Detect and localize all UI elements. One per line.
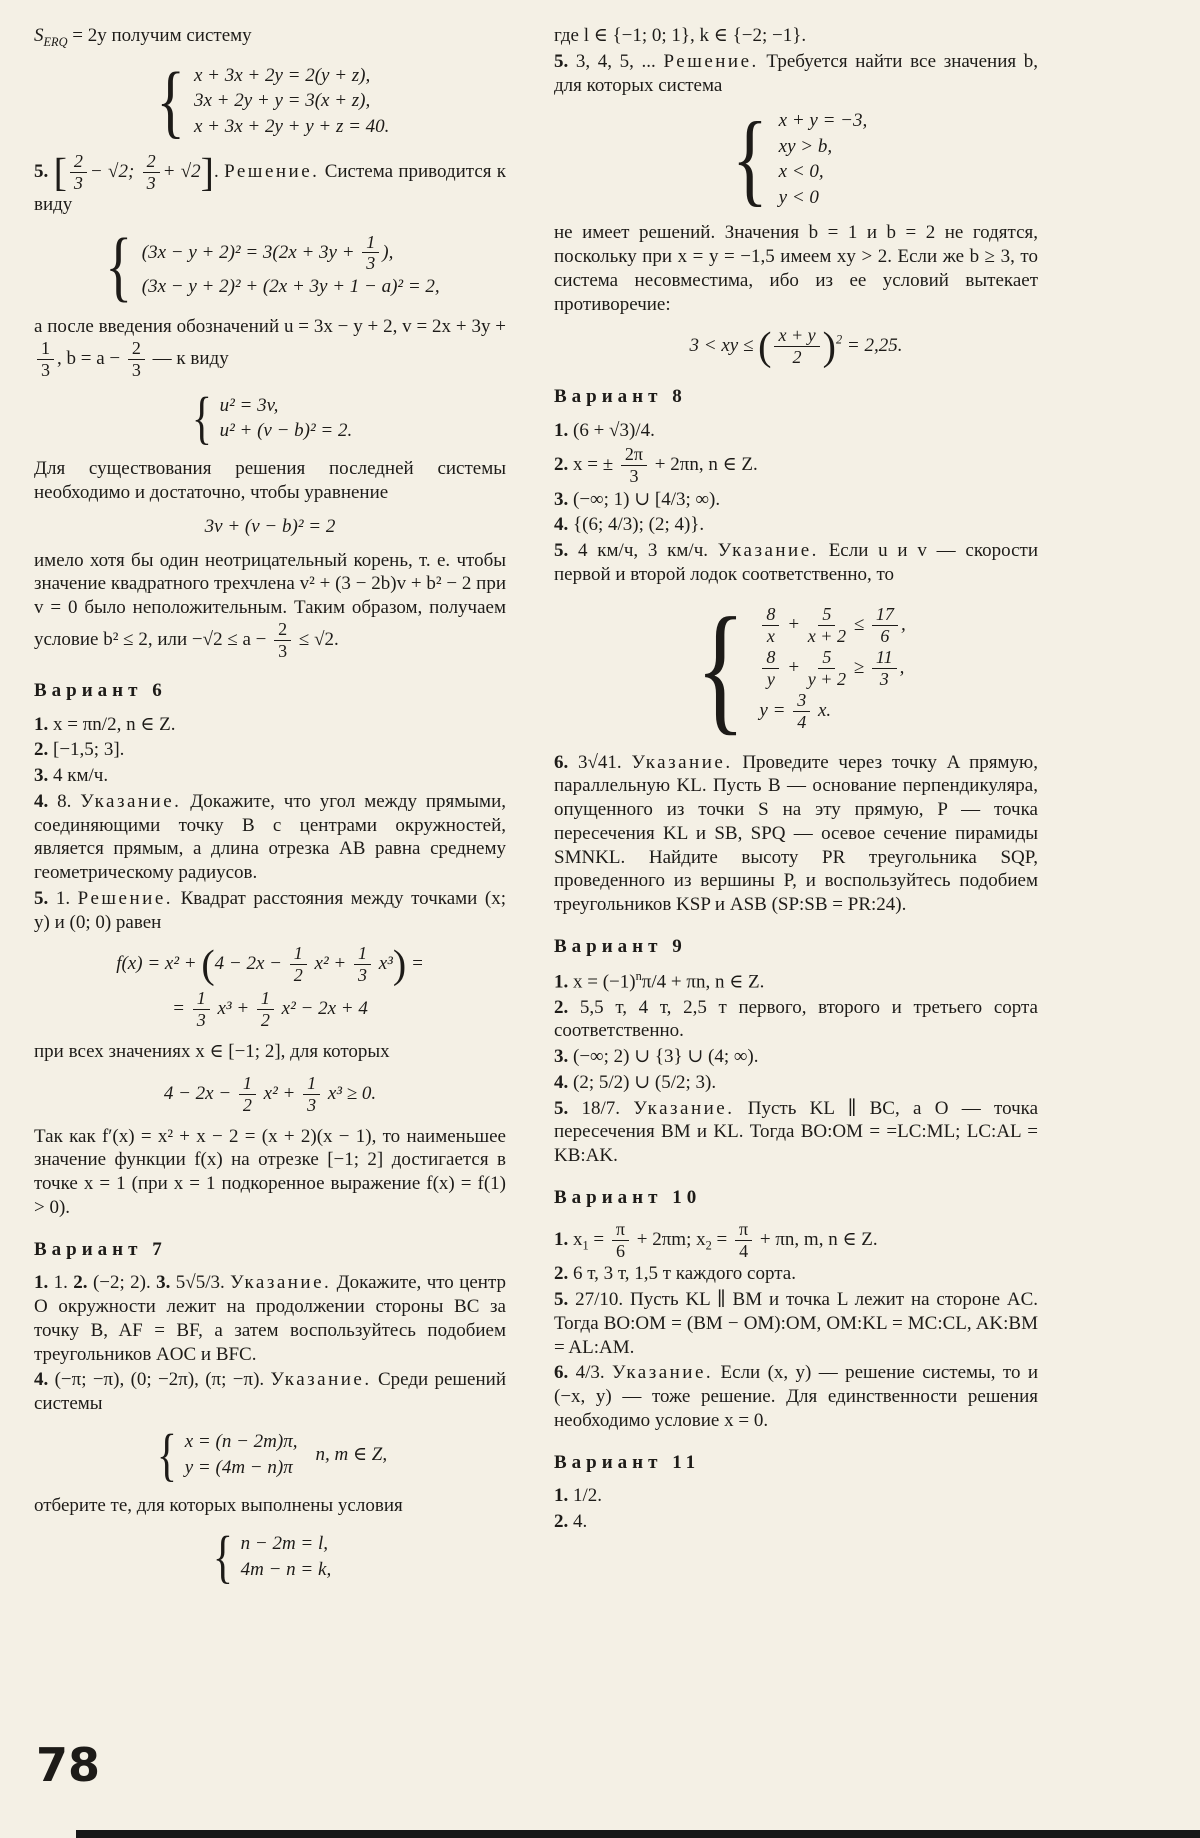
numerator: 11 — [872, 648, 897, 669]
paragraph — [34, 315, 506, 380]
answer-text: 4 км/ч. — [48, 765, 109, 787]
text-segment: x. — [813, 699, 832, 721]
brace-icon: { — [695, 588, 746, 748]
item-number: 1. — [34, 1272, 49, 1294]
display-formula — [34, 1074, 506, 1115]
text-segment: = 2,25. — [842, 335, 903, 357]
list-item — [554, 1262, 1038, 1286]
text-segment: — к виду — [147, 347, 229, 369]
item-number: 4. — [34, 1369, 49, 1391]
list-item — [554, 1220, 1038, 1261]
fraction — [793, 691, 810, 732]
text-segment: − √2; — [89, 161, 140, 183]
answer-text: 1. — [48, 1272, 74, 1294]
fraction — [239, 1074, 256, 1115]
text-segment: имело хотя бы один неотрицательный корень, т. е. чтобы значение квадратного трехчлена v² + (3 − 2b)v + b² − 2 при v = 0 было неположительным. Таким образом, получаем условие b² ≤ 2, или −√2 ≤ a − — [34, 549, 506, 650]
text-segment: x² − 2x + 4 — [276, 998, 368, 1020]
item-number: 2. — [554, 1511, 569, 1533]
text-segment: Если (x, y) — решение системы, то и (−x, y) — тоже решение. Для единственности решения необходимо условие x = 0. — [554, 1362, 1039, 1431]
paragraph: отберите те, для которых выполнены условия — [34, 1494, 403, 1516]
text-segment: Требуется найти все значения b, для которых система — [554, 50, 1038, 96]
item-number: 1. — [34, 713, 49, 735]
text-segment: x³ ≥ 0. — [323, 1082, 377, 1104]
list-item — [34, 764, 506, 788]
list-item — [34, 1271, 506, 1366]
system-lines — [194, 63, 389, 140]
fraction — [872, 648, 897, 689]
numerator: 2 — [128, 339, 145, 360]
fraction — [621, 445, 647, 486]
equation-system — [34, 221, 506, 309]
list-item — [554, 1510, 1038, 1534]
denominator: 4 — [797, 711, 807, 732]
denominator: 6 — [880, 626, 890, 647]
formula-line — [34, 989, 506, 1030]
numerator: 1 — [354, 944, 371, 965]
text-segment: Пусть KL ∥ BC, а O — точка пересечения BM и KL. Тогда BO:OM = =LC:ML; LC:AL = KB:AK. — [554, 1097, 1039, 1167]
system-lines — [220, 393, 353, 445]
item-number: 2. — [554, 453, 569, 475]
variant-9-heading: Вариант 9 — [554, 935, 687, 957]
equation-line: n − 2m = l, — [240, 1532, 329, 1554]
text-segment: y = — [759, 699, 791, 721]
brace-icon: { — [156, 1421, 177, 1487]
left-bracket: [ — [53, 149, 67, 195]
answer-text: x = ± — [568, 453, 618, 475]
answer-text: 4 км/ч, 3 км/ч. — [568, 540, 718, 561]
list-item — [554, 969, 1038, 994]
equation-line: xy > b, — [778, 135, 833, 157]
denominator: 3 — [131, 359, 141, 380]
variant-11-heading: Вариант 11 — [554, 1451, 701, 1473]
brace-icon: { — [212, 1523, 233, 1589]
text-segment: ≤ √2. — [294, 628, 339, 650]
text-segment: , b = a − — [57, 347, 125, 369]
text-segment: = 2y получим систему — [67, 25, 252, 46]
fraction — [274, 620, 291, 661]
numerator: 1 — [303, 1074, 320, 1095]
denominator: 3 — [629, 465, 639, 486]
denominator: 2 — [260, 1010, 270, 1031]
equation-line — [142, 232, 440, 275]
list-item — [554, 1071, 1038, 1095]
numerator: 2 — [274, 620, 291, 641]
numerator: 2 — [70, 152, 87, 173]
text-segment: . — [214, 161, 225, 183]
relation: ≤ — [848, 613, 869, 635]
scan-artifact-edge — [76, 1830, 1200, 1838]
spaced-word: Указание. — [230, 1272, 332, 1294]
list-item — [554, 1288, 1038, 1359]
answer-text: (−∞; 2) ∪ {3} ∪ (4; ∞). — [568, 1046, 759, 1068]
subscript: 1 — [582, 1238, 589, 1253]
item-number: 1. — [554, 970, 569, 992]
item-number: 3. — [554, 1046, 569, 1068]
text-segment: Среди решений системы — [34, 1369, 506, 1415]
numerator: 8 — [762, 648, 779, 669]
operator: + — [782, 613, 805, 635]
numerator: x + y — [774, 326, 819, 347]
list-item — [34, 887, 506, 935]
numerator: 1 — [362, 233, 379, 254]
answer-text: 8. — [48, 790, 81, 812]
equation-line: y = (4m − n)π — [184, 1456, 293, 1478]
answer-text: 1. — [48, 887, 78, 909]
equation-line — [759, 690, 905, 733]
list-item — [554, 1097, 1038, 1168]
system-lines — [142, 232, 440, 301]
text-segment: Докажите, что центр O окружности лежит на продолжении стороны BC за точку B, AF = BF, а затем воспользуйтесь подобием треугольников AOC и BFC. — [34, 1272, 507, 1365]
list-item — [34, 713, 506, 737]
spaced-word: Указание. — [717, 540, 819, 561]
denominator: 2 — [293, 965, 303, 986]
item-number: 5. — [554, 1097, 569, 1119]
numerator: 1 — [37, 339, 54, 360]
numerator: 2π — [621, 445, 647, 466]
equation-line — [759, 604, 905, 647]
numerator: 5 — [818, 605, 835, 626]
text-segment: (3x − y + 2)² = 3(2x + 3y + — [141, 241, 360, 263]
answer-text: (−2; 2). — [87, 1272, 157, 1294]
paragraph: Так как f′(x) = x² + x − 2 = (x + 2)(x − 1), то наименьшее значение функции f(x) на отрезке [−1; 2] достигается в точке x = 1 (при x = 1 подкоренное выражение f(x) = f(1) > 0). — [34, 1125, 506, 1218]
display-formula: 3v + (v − b)² = 2 — [204, 515, 336, 537]
fraction — [612, 1220, 629, 1261]
brace-icon: { — [191, 385, 212, 451]
equation-line: x = (n − 2m)π, — [184, 1431, 298, 1453]
equation-system — [34, 1523, 506, 1589]
equation-system — [34, 55, 506, 147]
text-segment: 3 < xy ≤ — [689, 335, 759, 357]
list-item — [554, 751, 1038, 917]
fraction — [872, 605, 898, 646]
answer-text: 3√41. — [568, 751, 632, 773]
item-number: 3. — [156, 1272, 171, 1294]
list-item — [554, 1361, 1038, 1432]
paragraph: Для существования решения последней системы необходимо и достаточно, чтобы уравнение — [34, 458, 506, 504]
equation-line: y < 0 — [778, 187, 819, 208]
denominator: 3 — [366, 253, 376, 274]
answer-text: 27/10. Пусть KL ∥ BM и точка L лежит на стороне AC. Тогда BO:OM = (BM − OM):OM, OM:KL = MC:CL, AK:BM = AL:AM. — [554, 1289, 1038, 1358]
text-segment: Если u и v — скорости первой и второй лодок соответственно, то — [554, 540, 1038, 585]
right-bracket: ] — [200, 149, 214, 195]
answer-text: (6 + √3)/4. — [568, 419, 655, 441]
text-segment: x² + — [309, 953, 351, 975]
item-number: 2. — [554, 1263, 569, 1285]
text-segment: , — [900, 613, 906, 635]
list-item — [554, 419, 1038, 443]
superscript: 2 — [835, 332, 843, 347]
fraction — [735, 1220, 752, 1261]
equation-line: x < 0, — [778, 161, 824, 183]
denominator: x + 2 — [807, 626, 846, 647]
numerator: 8 — [762, 605, 779, 626]
item-number: 5. — [34, 887, 49, 909]
operator: + — [782, 656, 805, 678]
paragraph: где l ∈ {−1; 0; 1}, k ∈ {−2; −1}. — [554, 25, 807, 46]
item-number: 3. — [554, 488, 569, 510]
item-number: 1. — [554, 1485, 569, 1507]
item-number: 2. — [34, 739, 49, 761]
text-segment: f(x) = x² + — [116, 953, 202, 975]
item-number: 3. — [34, 765, 49, 787]
item-number: 5. — [554, 540, 569, 561]
text-segment: = — [711, 1228, 733, 1250]
equation-system — [34, 1421, 506, 1487]
text-segment: + 2πm; x — [632, 1228, 706, 1250]
answer-text: 4/3. — [568, 1362, 613, 1384]
denominator: 2 — [242, 1094, 252, 1115]
text-segment: 4 − 2x − — [163, 1082, 236, 1104]
item-number: 4. — [34, 790, 49, 812]
item-number: 5. — [34, 161, 49, 183]
numerator: 2 — [143, 152, 160, 173]
equation-line — [759, 647, 905, 690]
list-item — [34, 738, 506, 762]
equation-system — [554, 588, 1038, 748]
answer-text: 3, 4, 5, ... — [568, 50, 664, 72]
fraction — [193, 989, 210, 1030]
denominator: 6 — [615, 1240, 625, 1261]
answer-text: (−π; −π), (0; −2π), (π; −π). — [48, 1369, 271, 1391]
relation: ≥ — [848, 656, 869, 678]
item-number: 4. — [554, 514, 569, 536]
list-item — [554, 996, 1038, 1044]
answer-text: (−∞; 1) ∪ [4/3; ∞). — [568, 488, 721, 510]
answer-text: 18/7. — [568, 1097, 634, 1119]
numerator: π — [735, 1220, 752, 1241]
denominator: 3 — [41, 359, 51, 380]
answer-text: x — [568, 1228, 583, 1250]
fraction — [808, 648, 846, 689]
spaced-word: Указание. — [631, 751, 733, 773]
answer-text: (2; 5/2) ∪ (5/2; 3). — [568, 1071, 717, 1093]
answer-text: 4. — [568, 1511, 588, 1533]
left-paren: ( — [201, 941, 215, 987]
subscript: ERQ — [43, 34, 68, 49]
answer-text: x = πn/2, n ∈ Z. — [48, 713, 176, 735]
answer-text: 6 т, 3 т, 1,5 т каждого сорта. — [568, 1263, 796, 1285]
paragraph: не имеет решений. Значения b = 1 и b = 2 не годятся, поскольку при x = y = −1,5 имеем xy > 2. Если же b ≥ 3, то система несовместима, ибо из ее условий вытекает противоречие: — [554, 222, 1038, 315]
numerator: 1 — [239, 1074, 256, 1095]
text-segment: + πn, m, n ∈ Z. — [755, 1228, 878, 1250]
denominator: 4 — [739, 1240, 749, 1261]
numerator: π — [612, 1220, 629, 1241]
numerator: 1 — [193, 989, 210, 1010]
text-segment: Система приводится к виду — [34, 161, 507, 216]
equation-system — [34, 385, 506, 451]
list-item — [554, 445, 1038, 486]
fraction — [37, 339, 54, 380]
fraction — [70, 152, 87, 193]
intro-paragraph — [34, 24, 506, 50]
formula-line — [34, 941, 506, 987]
left-column — [34, 24, 506, 1596]
text-segment: x³ — [373, 953, 393, 975]
left-paren: ( — [758, 323, 772, 369]
item-number: 5. — [554, 1289, 569, 1311]
text-segment: Проведите через точку A прямую, параллельную KL. Пусть B — основание перпендикуляра, опущенного из точки S на эту прямую, P — точка пересечения KL и SB, SPQ — осевое сечение пирамиды SMNKL. Найдите высоту PR треугольника SQP, проведенного из вершины P, и воспользуйтесь подобием треугольников KSP и ASB (SP:SB = PR:24). — [554, 751, 1038, 915]
answer-text: [−1,5; 3]. — [48, 739, 125, 761]
spaced-word: Указание. — [80, 790, 182, 812]
system-lines — [779, 108, 868, 211]
equation-line: x + 3x + 2y = 2(y + z), — [193, 64, 371, 86]
paragraph — [34, 549, 506, 661]
text-segment: S — [34, 25, 44, 46]
right-paren: ) — [392, 941, 407, 987]
text-segment: Докажите, что угол между прямыми, соединяющими точку B с центрами окружностей, является прямым, а длина отрезка AB равна среднему геометрическому радиусов. — [34, 790, 507, 884]
denominator: 3 — [278, 640, 288, 661]
right-paren: ) — [822, 323, 836, 369]
system-lines — [185, 1429, 298, 1481]
text-segment: , — [899, 656, 905, 678]
item-number: 1. — [554, 1228, 569, 1250]
text-segment: а после введения обозначений u = 3x − y + 2, v = 2x + 3y + — [34, 315, 506, 337]
list-item — [554, 1484, 1038, 1508]
item-number: 1. — [554, 419, 569, 441]
variant-7-heading: Вариант 7 — [34, 1238, 167, 1260]
text-segment: + 2πn, n ∈ Z. — [650, 453, 758, 475]
variant-6-heading: Вариант 6 — [34, 679, 167, 701]
list-item — [34, 149, 507, 217]
spaced-word: Указание. — [612, 1362, 714, 1384]
subscript: 2 — [705, 1238, 712, 1253]
equation-line: u² = 3v, — [219, 394, 279, 416]
text-segment: ), — [382, 241, 394, 263]
text-segment: Квадрат расстояния между точками (x; y) и (0; 0) равен — [34, 887, 507, 933]
denominator: y + 2 — [807, 669, 846, 689]
item-number: 4. — [554, 1071, 569, 1093]
brace-icon: { — [105, 221, 133, 309]
fraction — [128, 339, 145, 380]
denominator: x — [766, 626, 775, 647]
fraction — [143, 152, 160, 193]
fraction — [762, 648, 779, 689]
fraction — [774, 326, 819, 367]
right-column — [554, 24, 1038, 1596]
numerator: 1 — [290, 944, 307, 965]
superscript: n — [635, 968, 642, 983]
equation-line: 3x + 2y + y = 3(x + z), — [193, 90, 371, 112]
spaced-word: Указание. — [270, 1369, 372, 1391]
list-item — [554, 488, 1038, 512]
equation-line: x + 3x + 2y + y + z = 40. — [193, 116, 390, 138]
system-lines — [241, 1531, 332, 1583]
text-segment: 4 − 2x − — [214, 953, 287, 975]
item-number: 6. — [554, 751, 569, 773]
item-number: 2. — [554, 996, 569, 1018]
page-number: 78 — [36, 1737, 101, 1792]
text-segment: x³ + — [212, 998, 254, 1020]
item-number: 5. — [554, 50, 569, 72]
list-item — [554, 1045, 1038, 1069]
display-formula — [34, 941, 506, 1031]
fraction — [290, 944, 307, 985]
brace-icon: { — [731, 101, 768, 217]
variant-10-heading: Вариант 10 — [554, 1186, 702, 1208]
answer-text: 1/2. — [568, 1485, 603, 1507]
text-segment: = — [588, 1228, 609, 1250]
display-formula — [554, 323, 1038, 369]
list-item — [554, 513, 1038, 537]
equation-system — [554, 101, 1038, 217]
denominator: 3 — [73, 173, 83, 194]
answer-text: 5√5/3. — [170, 1272, 231, 1294]
fraction — [257, 989, 274, 1030]
text-segment: = — [406, 953, 424, 975]
spaced-word: Решение. — [77, 887, 174, 909]
spaced-word: Решение. — [663, 50, 759, 72]
text-segment: + √2 — [162, 161, 201, 183]
equation-line: (3x − y + 2)² + (2x + 3y + 1 − a)² = 2, — [141, 276, 440, 298]
side-condition: n, m ∈ Z, — [315, 1444, 388, 1466]
denominator: 3 — [307, 1094, 317, 1115]
item-number: 2. — [73, 1272, 88, 1294]
fraction — [808, 605, 846, 646]
variant-8-heading: Вариант 8 — [554, 386, 687, 408]
denominator: 3 — [357, 965, 367, 986]
equation-line: 4m − n = k, — [240, 1558, 332, 1580]
spaced-word: Указание. — [633, 1097, 735, 1119]
denominator: y — [766, 669, 775, 689]
answer-text: {(6; 4/3); (2; 4)}. — [568, 514, 705, 536]
text-segment: = — [172, 998, 190, 1020]
fraction — [354, 944, 371, 985]
numerator: 3 — [793, 691, 810, 712]
denominator: 3 — [146, 173, 156, 194]
answer-text: 5,5 т, 4 т, 2,5 т первого, второго и третьего сорта соответственно. — [554, 996, 1038, 1042]
numerator: 17 — [872, 605, 898, 626]
item-number: 6. — [554, 1362, 569, 1384]
brace-icon: { — [156, 55, 185, 147]
denominator: 2 — [792, 347, 802, 368]
numerator: 5 — [818, 648, 835, 669]
text-segment: π/4 + πn, n ∈ Z. — [641, 970, 765, 992]
list-item — [34, 790, 506, 885]
fraction — [762, 605, 779, 646]
fraction — [303, 1074, 320, 1115]
denominator: 3 — [879, 669, 889, 689]
list-item — [554, 539, 1038, 587]
list-item — [554, 50, 1038, 98]
equation-line: x + y = −3, — [778, 109, 868, 131]
text-segment: x² + — [258, 1082, 301, 1104]
numerator: 1 — [257, 989, 274, 1010]
fraction — [362, 233, 379, 274]
paragraph: при всех значениях x ∈ [−1; 2], для которых — [34, 1041, 390, 1063]
answer-text: x = (−1) — [568, 970, 636, 992]
equation-line: u² + (v − b)² = 2. — [219, 420, 353, 442]
system-lines — [759, 604, 905, 733]
denominator: 3 — [196, 1010, 206, 1031]
list-item — [34, 1368, 506, 1416]
spaced-word: Решение. — [224, 161, 320, 183]
